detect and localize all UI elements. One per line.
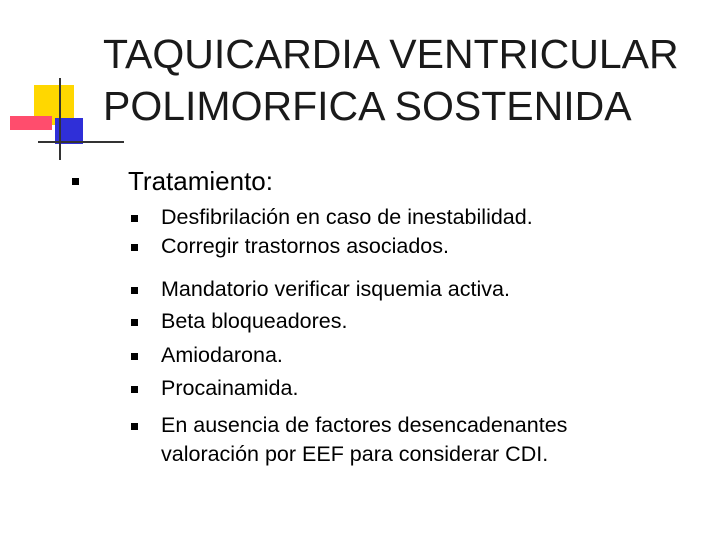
logo-vertical-line bbox=[59, 78, 61, 160]
sub-bullet-text: Mandatorio verificar isquemia activa. bbox=[161, 277, 510, 301]
slide-title bbox=[103, 28, 703, 132]
sub-bullet-text: Corregir trastornos asociados. bbox=[161, 234, 449, 258]
sub-bullet-text: Beta bloqueadores. bbox=[161, 309, 348, 333]
logo-horizontal-line bbox=[38, 141, 124, 143]
square-bullet-icon bbox=[131, 319, 138, 326]
sub-bullet-text: Procainamida. bbox=[161, 376, 299, 400]
sub-bullet-text: En ausencia de factores desencadenantes bbox=[161, 413, 568, 437]
logo-red-bar bbox=[10, 116, 52, 130]
square-bullet-icon bbox=[131, 287, 138, 294]
square-bullet-icon bbox=[131, 244, 138, 251]
square-bullet-icon bbox=[131, 215, 138, 222]
square-bullet-icon bbox=[131, 353, 138, 360]
title-line-2: POLIMORFICA SOSTENIDA bbox=[103, 83, 632, 129]
square-bullet-icon bbox=[131, 386, 138, 393]
square-bullet-icon bbox=[131, 423, 138, 430]
sub-bullet-text: Desfibrilación en caso de inestabilidad. bbox=[161, 205, 533, 229]
square-bullet-icon bbox=[72, 178, 79, 185]
main-bullet-label: Tratamiento: bbox=[128, 166, 273, 196]
title-line-1: TAQUICARDIA VENTRICULAR bbox=[103, 31, 679, 77]
sub-bullet-text: Amiodarona. bbox=[161, 343, 283, 367]
sub-bullet-continuation: valoración por EEF para considerar CDI. bbox=[161, 442, 549, 466]
